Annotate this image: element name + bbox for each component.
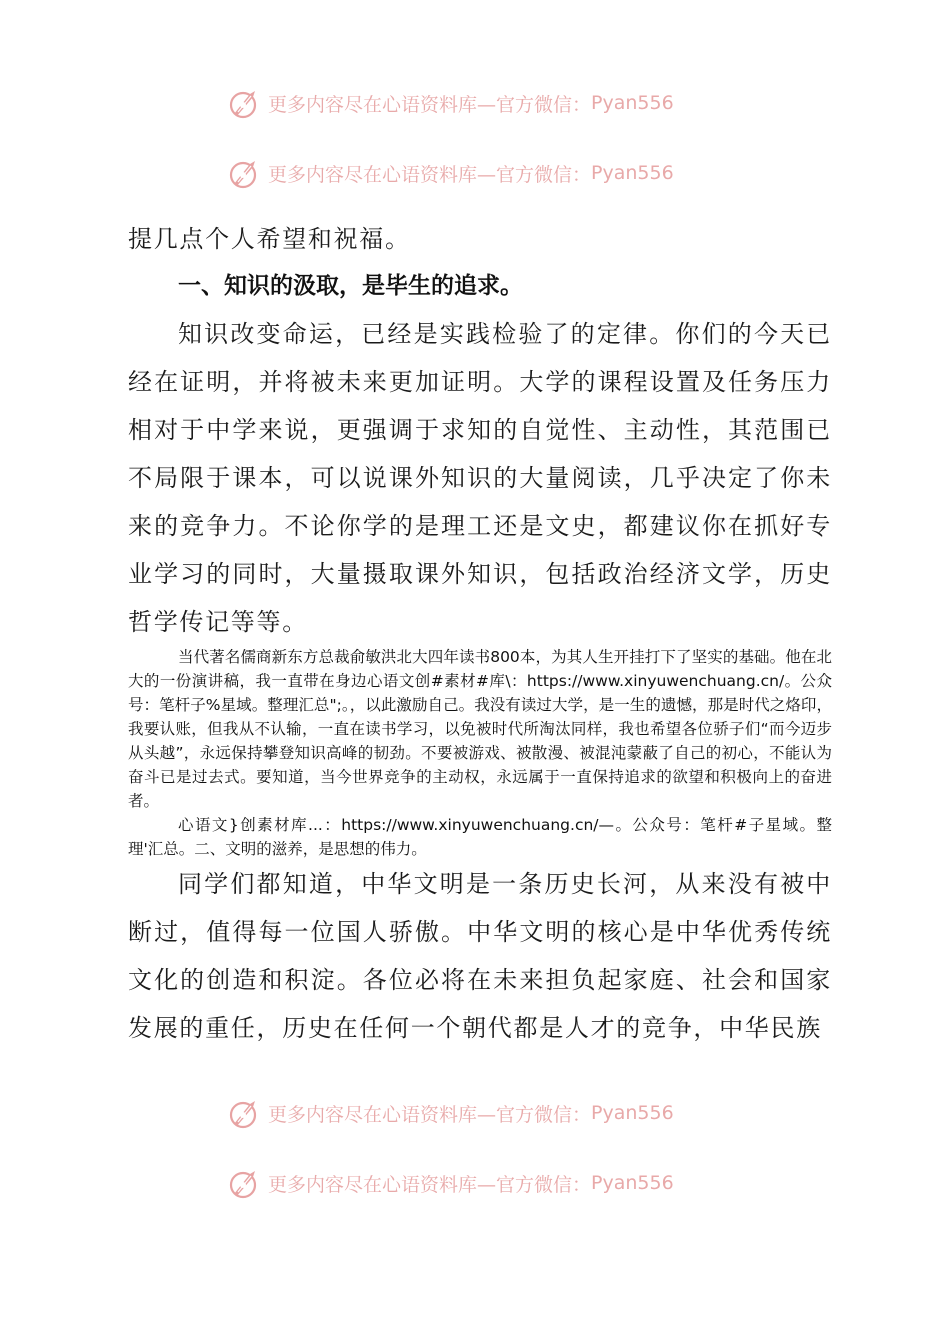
intro-line: 提几点个人希望和祝福。 bbox=[128, 225, 411, 253]
header-watermark bbox=[228, 153, 674, 193]
section-heading-knowledge: 一、知识的汲取，是毕生的追求。 bbox=[178, 273, 523, 299]
footer-watermark bbox=[228, 1093, 674, 1133]
watermark-text: 更多内容尽在心语资料库—官方微信： bbox=[268, 93, 592, 116]
watermark-text: 更多内容尽在心语资料库—官方微信： bbox=[268, 163, 592, 186]
pen-nib-logo-icon bbox=[228, 1096, 262, 1130]
watermark-wechat-id: Pyan556 bbox=[591, 92, 674, 114]
watermark-text: 更多内容尽在心语资料库—官方微信： bbox=[268, 1173, 592, 1196]
watermark-wechat-id: Pyan556 bbox=[591, 1172, 674, 1194]
watermark-wechat-id: Pyan556 bbox=[591, 1102, 674, 1124]
watermark-wechat-id: Pyan556 bbox=[591, 162, 674, 184]
body-paragraph: 知识改变命运，已经是实践检验了的定律。你们的今天已经在证明，并将被未来更加证明。大学的课程设置及任务压力相对于中学来说，更强调于求知的自觉性、主动性，其范围已不局限于课本，可以说课外知识的大量阅读，几乎决定了你未来的竞争力。不论你学的是理工还是文史，都建议你在抓好专业学习的同时，大量摄取课外知识，包括政治经济文学，历史哲学传记等等。 bbox=[128, 320, 832, 636]
small-paragraph: 当代著名儒商新东方总裁俞敏洪北大四年读书800本，为其人生开挂打下了坚实的基础。他在北大的一份演讲稿，我一直带在身边心语文创#素材#库\：https://www.xinyuwenchuang.cn/。公众号：笔杆子%星域。整理汇总";。，以此激励自己。我没有读过大学，是一生的遗憾，那是时代之烙印，我要认账，但我从不认输，一直在读书学习，以免被时代所淘汰同样，我也希望各位骄子们“而今迈步从头越”，永远保持攀登知识高峰的韧劲。不要被游戏、被散漫、被混沌蒙蔽了自己的初心，不能认为奋斗已是过去式。要知道，当今世界竞争的主动权，永远属于一直保持追求的欲望和积极向上的奋进者。 bbox=[128, 648, 832, 810]
watermark-text: 更多内容尽在心语资料库—官方微信： bbox=[268, 1103, 592, 1126]
pen-nib-logo-icon bbox=[228, 86, 262, 120]
body-paragraph: 同学们都知道，中华文明是一条历史长河，从来没有被中断过，值得每一位国人骄傲。中华文明的核心是中华优秀传统文化的创造和积淀。各位必将在未来担负起家庭、社会和国家发展的重任，历史在任何一个朝代都是人才的竞争，中华民族 bbox=[128, 870, 832, 1042]
footer-watermark bbox=[228, 1163, 674, 1203]
pen-nib-logo-icon bbox=[228, 156, 262, 190]
small-paragraph: 心语文}创素材库...：https://www.xinyuwenchuang.cn/—。公众号：笔杆#子星域。整理'汇总。二、文明的滋养，是思想的伟力。 bbox=[128, 816, 832, 858]
header-watermark bbox=[228, 83, 674, 123]
pen-nib-logo-icon bbox=[228, 1166, 262, 1200]
